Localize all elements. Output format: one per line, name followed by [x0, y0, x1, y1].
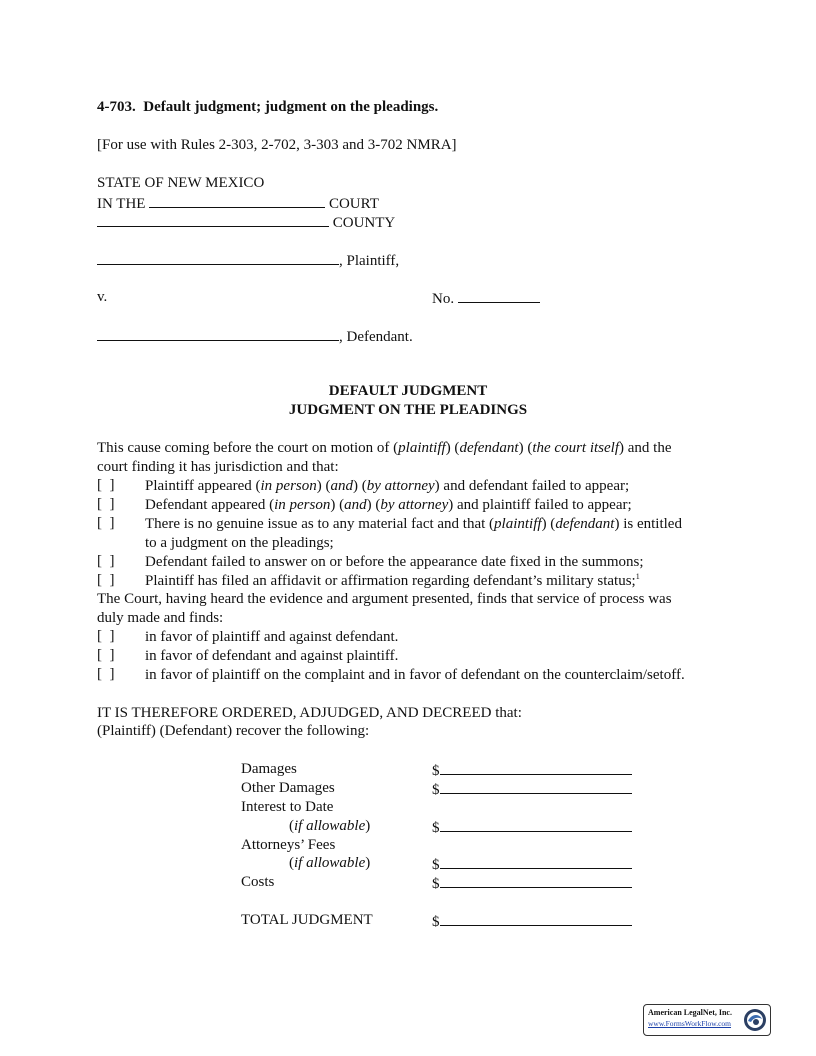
- finding-failed-to-answer: Defendant failed to answer on or before the appearance date fixed in the summons;: [145, 554, 644, 570]
- total-amount: [432, 911, 632, 932]
- finding-text: ) (: [541, 516, 556, 532]
- finding-text: ) is entitled: [614, 516, 682, 532]
- county-name-blank[interactable]: [97, 212, 329, 227]
- total-blank[interactable]: [440, 911, 632, 926]
- finding-text: and: [330, 478, 354, 494]
- option-plaintiff: plaintiff: [398, 440, 446, 456]
- checkbox-favor-plaintiff[interactable]: [ ]: [97, 628, 115, 644]
- finding-text: and: [344, 497, 367, 513]
- versus-label: v.: [97, 289, 108, 305]
- fees-amount: [432, 854, 632, 875]
- plaintiff-label: , Plaintiff,: [339, 253, 400, 269]
- damages-amount: [432, 760, 632, 781]
- title-default-judgment: DEFAULT JUDGMENT: [328, 383, 488, 399]
- finding-text: in person: [274, 497, 331, 513]
- fees-qualifier: (if allowable): [289, 855, 371, 871]
- plaintiff-line: [97, 250, 399, 271]
- dollar-sign: $: [432, 914, 440, 930]
- title-judgment-pleadings: JUDGMENT ON THE PLEADINGS: [288, 402, 528, 418]
- finding-text: by attorney: [380, 497, 449, 513]
- checkbox-military-status[interactable]: [ ]: [97, 572, 115, 588]
- finding-no-genuine-issue-cont: to a judgment on the pleadings;: [145, 535, 334, 551]
- court-finds-line-1: The Court, having heard the evidence and argument presented, finds that service of process was: [97, 591, 672, 607]
- checkbox-failed-to-answer[interactable]: [ ]: [97, 553, 115, 569]
- finding-text: ) (: [353, 478, 367, 494]
- damages-label: Damages: [241, 761, 297, 777]
- intro-text: ) (: [518, 440, 533, 456]
- costs-blank[interactable]: [440, 873, 632, 888]
- other-damages-amount: [432, 779, 632, 800]
- other-damages-blank[interactable]: [440, 779, 632, 794]
- form-heading: 4-703. Default judgment; judgment on the pleadings.: [97, 99, 439, 115]
- other-damages-label: Other Damages: [241, 780, 335, 796]
- intro-text: ) and the: [619, 440, 672, 456]
- total-label: TOTAL JUDGMENT: [241, 912, 373, 928]
- order-line-2: (Plaintiff) (Defendant) recover the following:: [97, 723, 370, 739]
- badge-company-name: American LegalNet, Inc.: [648, 1008, 732, 1017]
- finding-text: ) (: [366, 497, 381, 513]
- finding-no-genuine-issue: [145, 515, 682, 534]
- interest-blank[interactable]: [440, 817, 632, 832]
- costs-label: Costs: [241, 874, 275, 890]
- outcome-favor-defendant: in favor of defendant and against plaintiff.: [145, 648, 399, 664]
- county-line: [97, 212, 395, 233]
- costs-amount: [432, 873, 632, 894]
- defendant-line: [97, 326, 413, 347]
- badge-url-link[interactable]: www.FormsWorkFlow.com: [648, 1019, 732, 1028]
- finding-text: ) (: [316, 478, 331, 494]
- finding-military-status: [145, 572, 640, 591]
- finding-text: in person: [260, 478, 317, 494]
- interest-label: Interest to Date: [241, 799, 334, 815]
- finding-text: by attorney: [366, 478, 435, 494]
- court-label: COURT: [328, 196, 379, 212]
- case-number-label: No.: [432, 291, 455, 307]
- checkbox-split-judgment[interactable]: [ ]: [97, 666, 115, 682]
- finding-defendant-appeared: [145, 496, 632, 515]
- dollar-sign: $: [432, 820, 440, 836]
- finding-text: ) (: [330, 497, 345, 513]
- damages-blank[interactable]: [440, 760, 632, 775]
- dollar-sign: $: [432, 782, 440, 798]
- fees-blank[interactable]: [440, 854, 632, 869]
- order-line-1: IT IS THEREFORE ORDERED, ADJUDGED, AND DECREED that:: [97, 705, 522, 721]
- qualifier-text: if allowable: [294, 818, 366, 834]
- case-number-blank[interactable]: [458, 288, 540, 303]
- plaintiff-name-blank[interactable]: [97, 250, 339, 265]
- county-label: COUNTY: [332, 215, 396, 231]
- finding-text: ) and plaintiff failed to appear;: [448, 497, 632, 513]
- intro-text: ) (: [445, 440, 460, 456]
- footnote-marker: 1: [635, 572, 640, 581]
- checkbox-plaintiff-appeared[interactable]: [ ]: [97, 477, 115, 493]
- finding-text: plaintiff: [494, 516, 542, 532]
- intro-text: This cause coming before the court on motion of (: [97, 440, 399, 456]
- court-name-blank[interactable]: [149, 193, 325, 208]
- finding-text: ) and defendant failed to appear;: [434, 478, 630, 494]
- dollar-sign: $: [432, 763, 440, 779]
- finding-text: Defendant appeared (: [145, 497, 275, 513]
- finding-plaintiff-appeared: [145, 477, 629, 496]
- state-name: STATE OF NEW MEXICO: [97, 175, 265, 191]
- finding-text: Plaintiff appeared (: [145, 478, 261, 494]
- dollar-sign: $: [432, 857, 440, 873]
- option-defendant: defendant: [459, 440, 519, 456]
- court-line: [97, 193, 379, 214]
- qualifier-text: if allowable: [294, 855, 366, 871]
- intro-line-1: [97, 439, 671, 458]
- finding-text: There is no genuine issue as to any material fact and that (: [145, 516, 495, 532]
- in-the-label: IN THE: [97, 196, 146, 212]
- checkbox-no-genuine-issue[interactable]: [ ]: [97, 515, 115, 531]
- finding-text: defendant: [555, 516, 615, 532]
- interest-amount: [432, 817, 632, 838]
- finding-text: Plaintiff has filed an affidavit or affirmation regarding defendant’s military status;: [145, 573, 636, 589]
- globe-logo-icon: [743, 1008, 767, 1032]
- legalnet-badge[interactable]: [643, 1004, 771, 1036]
- fees-label: Attorneys’ Fees: [241, 837, 336, 853]
- option-court-itself: the court itself: [532, 440, 619, 456]
- court-finds-line-2: duly made and finds:: [97, 610, 224, 626]
- rules-note: [For use with Rules 2-303, 2-702, 3-303 and 3-702 NMRA]: [97, 137, 457, 153]
- checkbox-defendant-appeared[interactable]: [ ]: [97, 496, 115, 512]
- case-number-line: [432, 288, 540, 309]
- intro-line-2: court finding it has jurisdiction and that:: [97, 459, 339, 475]
- outcome-favor-plaintiff: in favor of plaintiff and against defendant.: [145, 629, 399, 645]
- defendant-name-blank[interactable]: [97, 326, 339, 341]
- defendant-label: , Defendant.: [339, 329, 413, 345]
- outcome-split-judgment: in favor of plaintiff on the complaint and in favor of defendant on the counterclaim/setoff.: [145, 667, 685, 683]
- checkbox-favor-defendant[interactable]: [ ]: [97, 647, 115, 663]
- interest-qualifier: (if allowable): [289, 818, 371, 834]
- dollar-sign: $: [432, 876, 440, 892]
